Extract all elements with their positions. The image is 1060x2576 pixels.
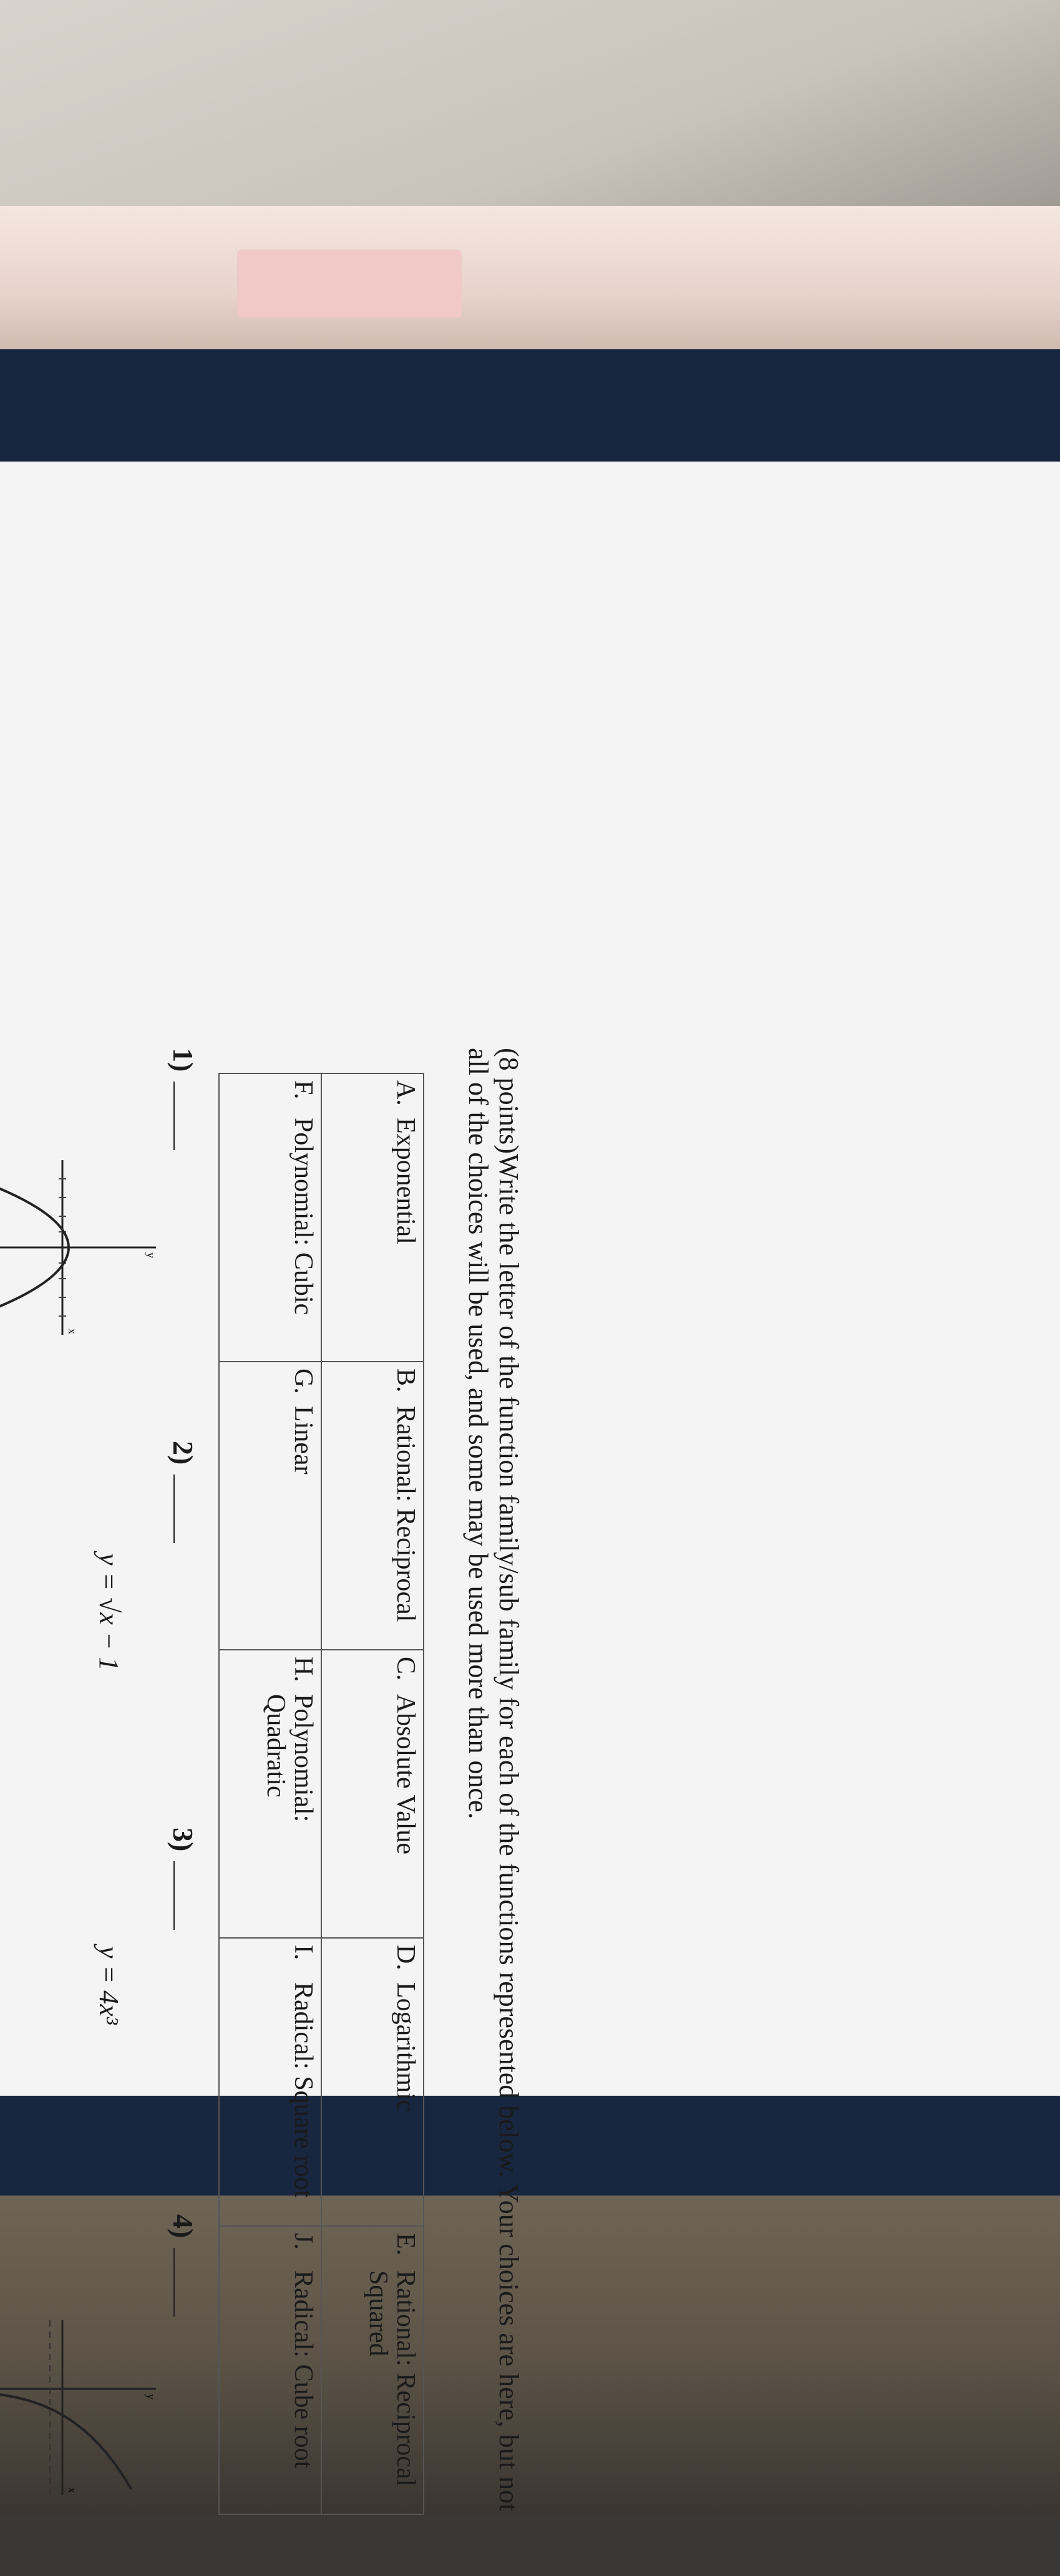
graph-4-x-label: x xyxy=(66,2487,79,2493)
family-cell: F.Polynomial: Cubic xyxy=(219,1073,321,1362)
formula-3: y = 4x³ xyxy=(94,1946,124,2025)
family-cell: H.Polynomial: Quadratic xyxy=(219,1650,321,1938)
graph-4-y-label: y xyxy=(145,2394,157,2399)
instructions: (8 points)Write the letter of the function family/sub family for each of the functions represented below. Your choices are here, but not all of the choices will be used, and some may be used more than once. xyxy=(462,1048,524,2512)
formula-2: y = √x − 1 xyxy=(94,1553,124,1671)
graph-4 xyxy=(0,2314,162,2501)
tablet-case-tab xyxy=(237,249,462,318)
family-cell: B.Rational: Reciprocal xyxy=(321,1362,424,1650)
family-cell: G.Linear xyxy=(219,1362,321,1650)
family-cell: A.Exponential xyxy=(321,1073,424,1362)
graph-1-x-label: x xyxy=(66,1329,79,1334)
answer-blank[interactable] xyxy=(173,1474,175,1543)
family-cell: C.Absolute Value xyxy=(321,1650,424,1938)
graph-1 xyxy=(0,1154,162,1341)
answer-blank[interactable] xyxy=(173,2248,175,2317)
question-3: 3) xyxy=(167,1828,200,1930)
answer-blank[interactable] xyxy=(173,1082,175,1150)
tablet-case-clip xyxy=(0,206,1060,359)
family-cell: D.Logarithmic xyxy=(321,1938,424,2226)
function-family-table xyxy=(218,1073,424,2515)
question-2: 2) xyxy=(167,1441,200,1543)
question-4: 4) xyxy=(167,2214,200,2317)
question-1: 1) xyxy=(167,1048,200,1150)
family-cell: E.Rational: Reciprocal Squared xyxy=(321,2226,424,2514)
family-cell: I.Radical: Square root xyxy=(219,1938,321,2226)
worksheet xyxy=(0,954,549,2576)
graph-1-y-label: y xyxy=(145,1252,157,1258)
answer-blank[interactable] xyxy=(173,1861,175,1930)
family-cell: J.Radical: Cube root xyxy=(219,2226,321,2514)
